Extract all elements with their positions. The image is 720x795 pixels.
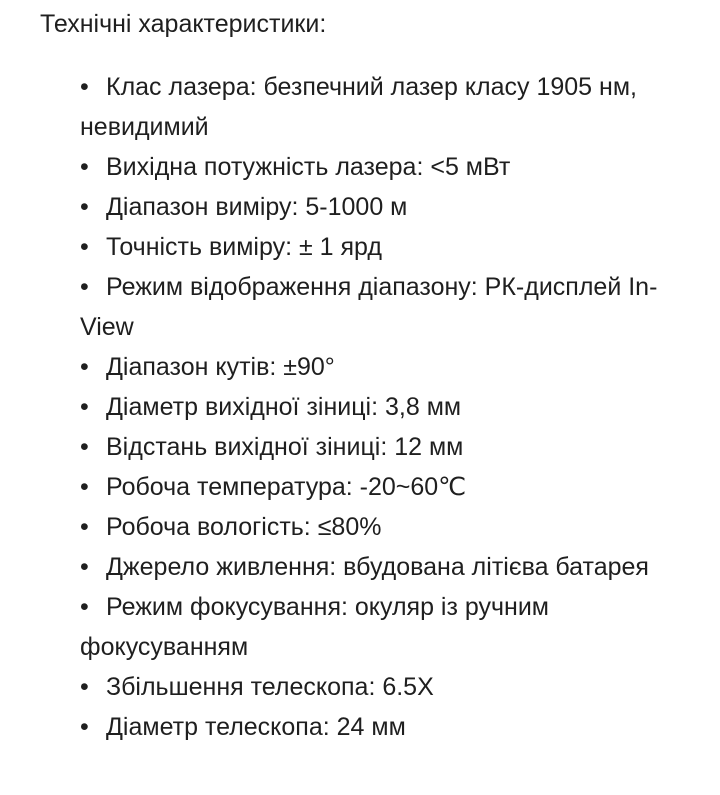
spec-item-range (80, 187, 700, 227)
spec-item-focus-mode (80, 587, 700, 667)
bullet: • (80, 153, 89, 181)
bullet: • (80, 353, 89, 381)
spec-item-exit-pupil-distance (80, 427, 700, 467)
bullet: • (80, 593, 89, 621)
spec-text: Джерело живлення: вбудована літієва батарея (106, 553, 649, 581)
bullet: • (80, 673, 89, 701)
spec-item-magnification (80, 667, 700, 707)
spec-text: Діапазон кутів: ±90° (106, 353, 335, 381)
spec-text: Режим фокусування: окуляр із ручним фокусуванням (80, 593, 549, 661)
spec-item-angle-range (80, 347, 700, 387)
spec-text: Точність виміру: ± 1 ярд (106, 233, 382, 261)
spec-text: Збільшення телескопа: 6.5X (106, 673, 434, 701)
spec-text: Робоча вологість: ≤80% (106, 513, 382, 541)
bullet: • (80, 553, 89, 581)
spec-item-laser-class (80, 67, 700, 147)
bullet: • (80, 73, 89, 101)
spec-item-operating-humidity (80, 507, 700, 547)
spec-text: Діапазон виміру: 5-1000 м (106, 193, 408, 221)
spec-item-display-mode (80, 267, 700, 347)
bullet: • (80, 713, 89, 741)
spec-text: Діаметр телескопа: 24 мм (106, 713, 406, 741)
bullet: • (80, 513, 89, 541)
bullet: • (80, 393, 89, 421)
spec-text: Діаметр вихідної зіниці: 3,8 мм (106, 393, 462, 421)
spec-text: Режим відображення діапазону: РК-дисплей In-View (80, 273, 658, 341)
specs-heading: Технічні характеристики: (40, 10, 327, 38)
spec-item-telescope-diameter (80, 707, 700, 747)
spec-item-exit-pupil-diameter (80, 387, 700, 427)
bullet: • (80, 473, 89, 501)
spec-text: Робоча температура: -20~60℃ (106, 473, 467, 501)
spec-text: Відстань вихідної зіниці: 12 мм (106, 433, 464, 461)
spec-text: Клас лазера: безпечний лазер класу 1905 нм, невидимий (80, 73, 637, 141)
spec-item-operating-temperature (80, 467, 700, 507)
bullet: • (80, 433, 89, 461)
spec-item-accuracy (80, 227, 700, 267)
bullet: • (80, 273, 89, 301)
specs-list (80, 67, 700, 747)
bullet: • (80, 193, 89, 221)
bullet: • (80, 233, 89, 261)
spec-item-power-source (80, 547, 700, 587)
spec-text: Вихідна потужність лазера: <5 мВт (106, 153, 511, 181)
spec-item-output-power (80, 147, 700, 187)
